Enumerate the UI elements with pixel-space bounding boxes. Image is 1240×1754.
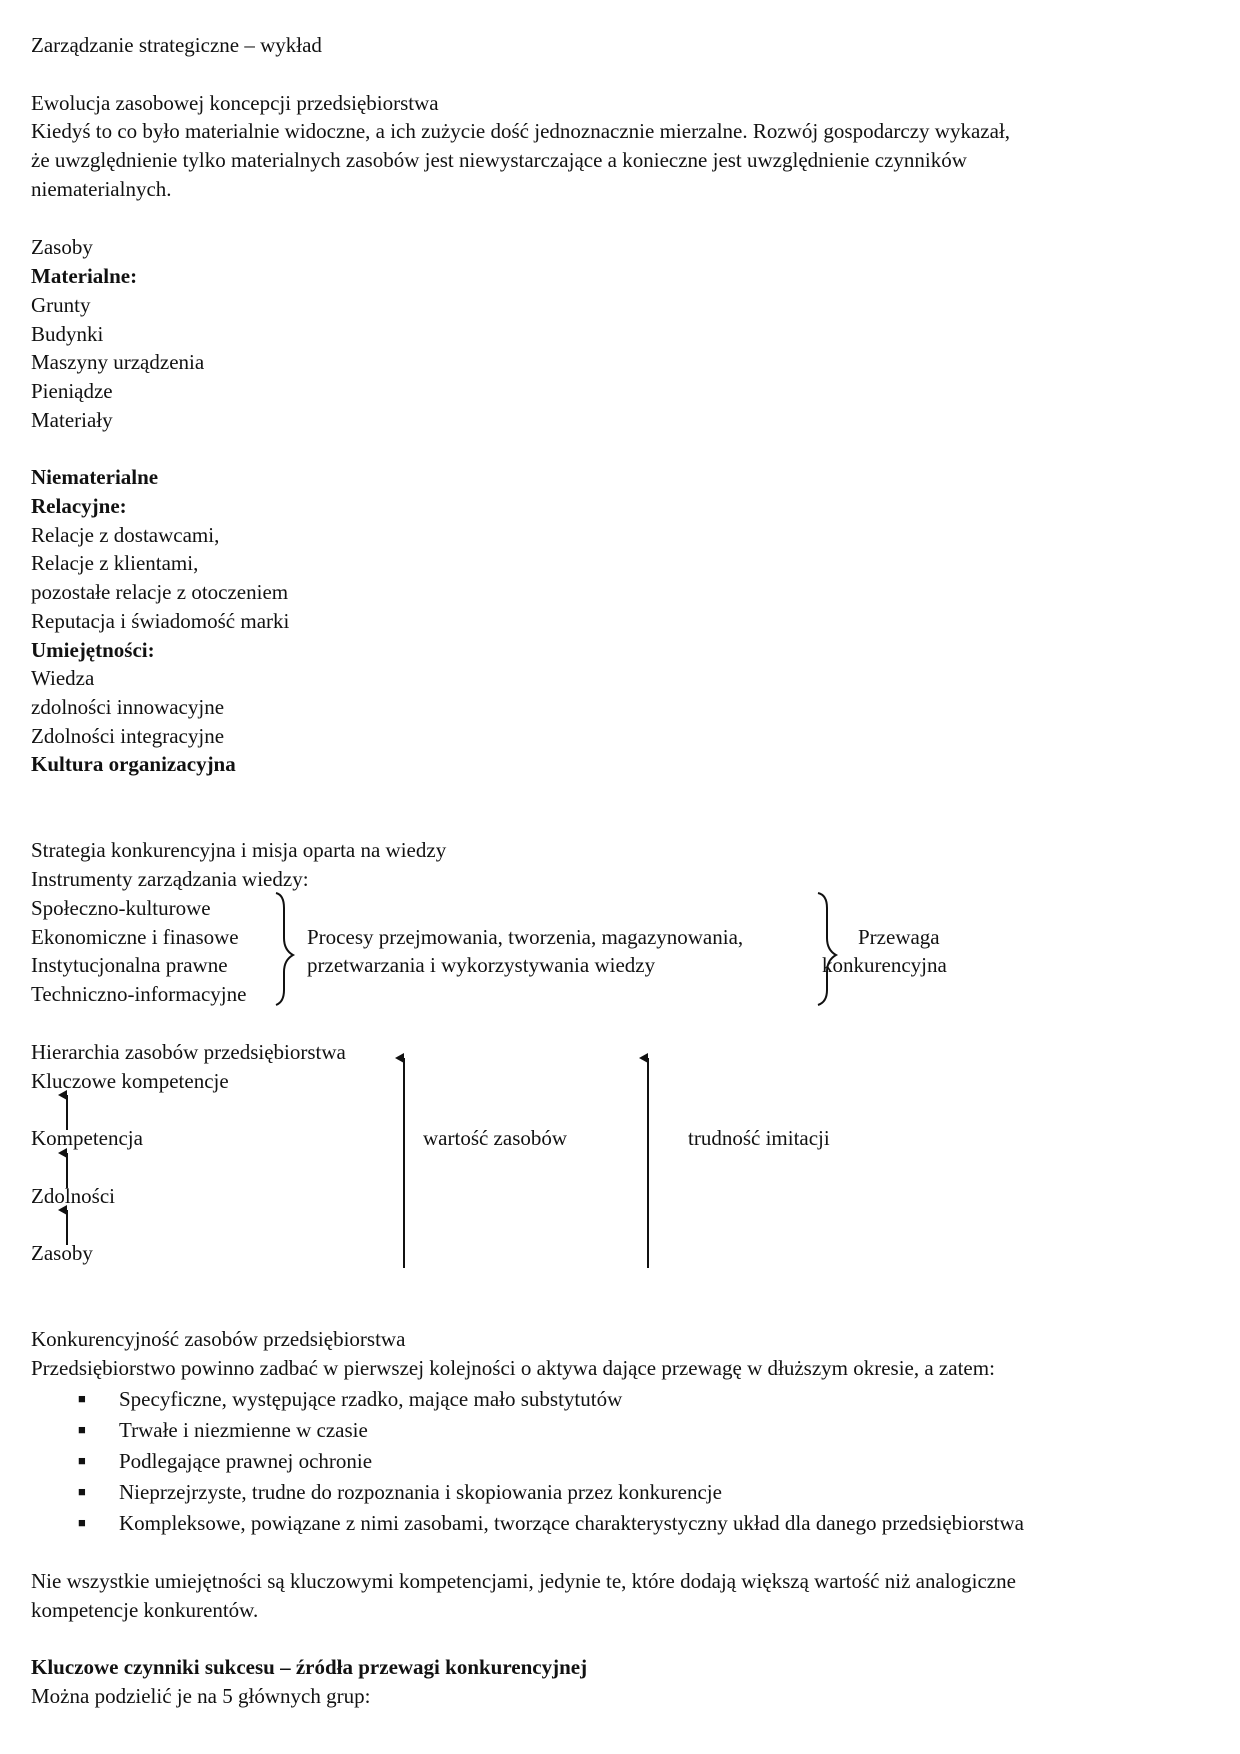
material-item: Pieniądze [31,379,113,403]
resources-label: Zasoby [31,235,93,259]
ksf-heading: Kluczowe czynniki sukcesu – źródła przewagi konkurencyjnej [31,1655,588,1679]
competitiveness-heading: Konkurencyjność zasobów przedsiębiorstwa [31,1327,406,1351]
relational-item: Relacje z klientami, [31,551,199,575]
instrument-item: Społeczno-kulturowe [31,896,211,920]
list-item: Trwałe i niezmienne w czasie [119,1418,368,1442]
ksf-line: Można podzielić je na 5 głównych grup: [31,1684,371,1708]
culture-heading: Kultura organizacyjna [31,752,236,776]
process-text: przetwarzania i wykorzystywania wiedzy [307,953,656,977]
paragraph-line: że uwzględnienie tylko materialnych zasobów jest niewystarczające a konieczne jest uwzględnienie czynników [31,148,967,172]
skills-item: Wiedza [31,666,95,690]
skills-heading: Umiejętności: [31,638,155,662]
paragraph-line: niematerialnych. [31,177,172,201]
left-brace [276,893,293,1005]
instrument-item: Ekonomiczne i finasowe [31,925,239,949]
relational-item: Reputacja i świadomość marki [31,609,290,633]
hierarchy-level: Zasoby [31,1241,93,1265]
relational-heading: Relacyjne: [31,494,127,518]
strategy-heading: Strategia konkurencyjna i misja oparta na wiedzy [31,838,447,862]
competitiveness-intro: Przedsiębiorstwo powinno zadbać w pierwszej kolejności o aktywa dające przewagę w dłuższym okresie, a zatem: [31,1356,995,1380]
relational-item: Relacje z dostawcami, [31,523,220,547]
list-item: Kompleksowe, powiązane z nimi zasobami, tworzące charakterystyczny układ dla danego przedsiębiorstwa [119,1511,1024,1535]
instruments-label: Instrumenty zarządzania wiedzy: [31,867,309,891]
document-title: Zarządzanie strategiczne – wykład [31,33,322,57]
nonmaterial-heading: Niematerialne [31,465,159,489]
hierarchy-level: Zdolności [31,1184,115,1208]
skills-item: Zdolności integracyjne [31,724,225,748]
material-item: Grunty [31,293,91,317]
section-heading-evolution: Ewolucja zasobowej koncepcji przedsiębiorstwa [31,91,439,115]
imitation-axis-label: trudność imitacji [688,1126,830,1150]
paragraph-line: Kiedyś to co było materialnie widoczne, a ich zużycie dość jednoznacznie mierzalne. Rozwój gospodarczy wykazał, [31,119,1011,143]
note-line: kompetencje konkurentów. [31,1598,259,1622]
process-text: Procesy przejmowania, tworzenia, magazynowania, [307,925,744,949]
list-item: Podlegające prawnej ochronie [119,1449,373,1473]
bullet-icon: ■ [78,1453,86,1468]
instrument-item: Instytucjonalna prawne [31,953,228,977]
advantage-text: konkurencyjna [822,953,947,977]
material-item: Budynki [31,322,104,346]
bullet-icon: ■ [78,1422,86,1437]
value-axis-label: wartość zasobów [423,1126,568,1150]
bullet-icon: ■ [78,1391,86,1406]
material-item: Materiały [31,408,113,432]
bullet-icon: ■ [78,1484,86,1499]
advantage-text: Przewaga [858,925,940,949]
list-item: Nieprzejrzyste, trudne do rozpoznania i skopiowania przez konkurencje [119,1480,722,1504]
skills-item: zdolności innowacyjne [31,695,225,719]
instrument-item: Techniczno-informacyjne [31,982,247,1006]
note-line: Nie wszystkie umiejętności są kluczowymi kompetencjami, jedynie te, które dodają większą wartość niż analogiczne [31,1569,1016,1593]
material-item: Maszyny urządzenia [31,350,205,374]
right-brace [818,893,836,1005]
hierarchy-heading: Hierarchia zasobów przedsiębiorstwa [31,1040,346,1064]
hierarchy-level: Kompetencja [31,1126,143,1150]
material-heading: Materialne: [31,264,138,288]
bullet-icon: ■ [78,1515,86,1530]
relational-item: pozostałe relacje z otoczeniem [31,580,289,604]
list-item: Specyficzne, występujące rzadko, mające mało substytutów [119,1387,623,1411]
hierarchy-level: Kluczowe kompetencje [31,1069,229,1093]
